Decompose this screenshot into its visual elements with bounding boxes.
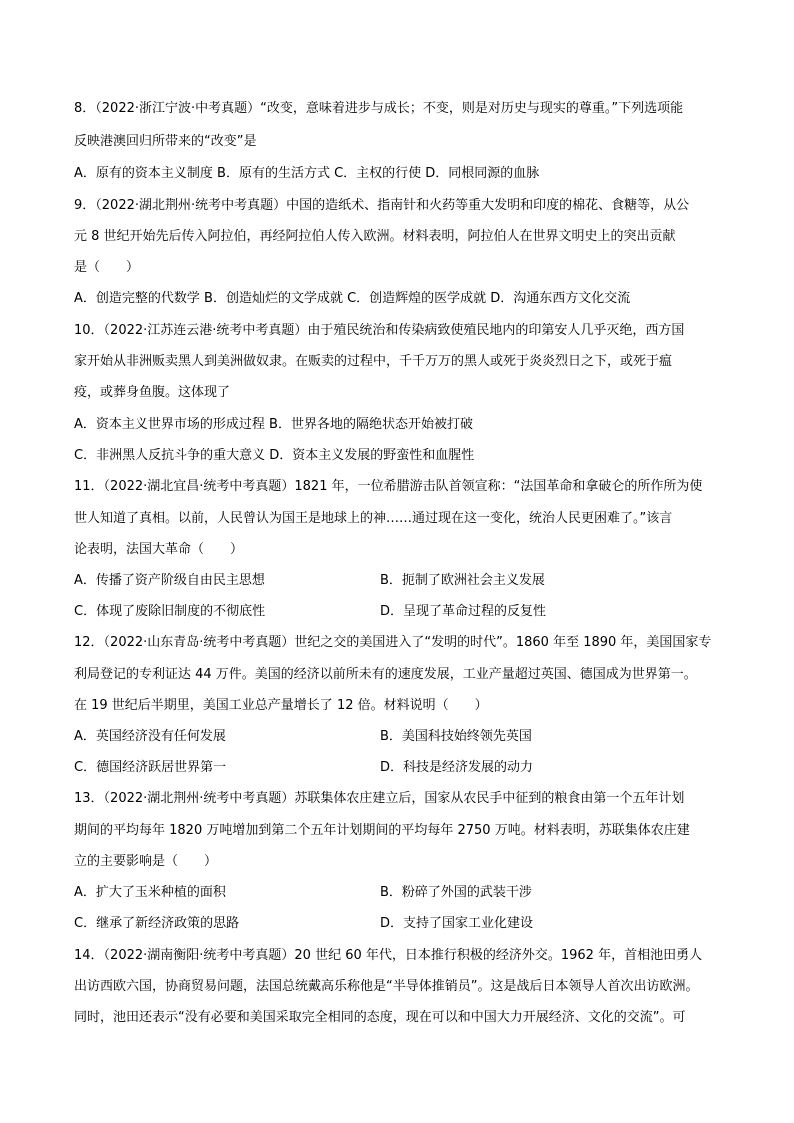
q11-stem-line-3: 论表明，法国大革命（ ） [74, 542, 244, 557]
q12-stem-line-1: 12．（2022·山东青岛·统考中考真题）世纪之交的美国进入了“发明的时代”。1860 年至 1890 年，美国国家专 [74, 635, 712, 650]
q11-option-a: A．传播了资产阶级自由民主思想 [74, 573, 265, 588]
q11-option-c: C．体现了废除旧制度的不彻底性 [74, 604, 266, 619]
q11-option-d: D．呈现了革命过程的反复性 [380, 604, 547, 619]
q8-stem-line-1: 8．（2022·浙江宁波·中考真题）“改变，意味着进步与成长；不变，则是对历史与现实的尊重。”下列选项能 [74, 101, 684, 116]
q9-stem-line-2: 元 8 世纪开始先后传入阿拉伯，再经阿拉伯人传入欧洲。材料表明，阿拉伯人在世界文明史上的突出贡献 [74, 229, 676, 244]
q11-stem-line-2: 世人知道了真相。以前，人民曾认为国王是地球上的神……通过现在这一变化，统治人民更困难了。”该言 [74, 511, 673, 526]
q11-option-b: B．扼制了欧洲社会主义发展 [380, 573, 545, 588]
q9-options: A．创造完整的代数学 B．创造灿烂的文学成就 C．创造辉煌的医学成就 D．沟通东西方文化交流 [74, 291, 631, 306]
q9-stem-line-1: 9．（2022·湖北荆州·统考中考真题）中国的造纸术、指南针和火药等重大发明和印度的棉花、食糖等，从公 [74, 198, 690, 213]
q14-stem-line-1: 14．（2022·湖南衡阳·统考中考真题）20 世纪 60 年代，日本推行积极的经济外交。1962 年，首相池田勇人 [74, 948, 703, 963]
q13-option-c: C．继承了新经济政策的思路 [74, 916, 240, 931]
q8-stem-line-2: 反映港澳回归所带来的“改变”是 [74, 134, 257, 149]
q12-option-a: A．英国经济没有任何发展 [74, 729, 226, 744]
q12-stem-line-3: 在 19 世纪后半期里，美国工业总产量增长了 12 倍。材料说明（ ） [74, 698, 488, 713]
q13-option-a: A．扩大了玉米种植的面积 [74, 885, 226, 900]
q12-option-b: B．美国科技始终领先英国 [380, 729, 532, 744]
q11-stem-line-1: 11．（2022·湖北宜昌·统考中考真题）1821 年，一位希腊游击队首领宣称：“法国革命和拿破仑的所作所为使 [74, 479, 703, 494]
q10-stem-line-1: 10．（2022·江苏连云港·统考中考真题）由于殖民统治和传染病致使殖民地内的印第安人几乎灭绝，西方国 [74, 323, 685, 338]
q10-options-line-2: C．非洲黑人反抗斗争的重大意义 D．资本主义发展的野蛮性和血腥性 [74, 448, 475, 463]
q14-stem-line-2: 出访西欧六国，协商贸易问题，法国总统戴高乐称他是“半导体推销员”。这是战后日本领导人首次出访欧洲。 [74, 979, 699, 994]
q10-options-line-1: A．资本主义世界市场的形成过程 B．世界各地的隔绝状态开始被打破 [74, 417, 473, 432]
q13-stem-line-3: 立的主要影响是（ ） [74, 854, 218, 869]
q10-stem-line-2: 家开始从非洲贩卖黑人到美洲做奴隶。在贩卖的过程中，千千万万的黑人或死于炎炎烈日之下，或死于瘟 [74, 354, 673, 369]
q13-stem-line-1: 13．（2022·湖北荆州·统考中考真题）苏联集体农庄建立后，国家从农民手中征到的粮食由第一个五年计划 [74, 791, 685, 806]
q13-stem-line-2: 期间的平均每年 1820 万吨增加到第二个五年计划期间的平均每年 2750 万吨。材料表明，苏联集体农庄建 [74, 823, 690, 838]
q13-option-b: B．粉碎了外国的武装干涉 [380, 885, 532, 900]
q9-stem-line-3: 是（ ） [74, 260, 140, 275]
q13-option-d: D．支持了国家工业化建设 [380, 916, 534, 931]
q12-option-c: C．德国经济跃居世界第一 [74, 760, 227, 775]
q10-stem-line-3: 疫，或葬身鱼腹。这体现了 [74, 385, 231, 400]
q12-stem-line-2: 利局登记的专利证达 44 万件。美国的经济以前所未有的速度发展，工业产量超过英国、德国成为世界第一。 [74, 667, 697, 682]
q14-stem-line-3: 同时，池田还表示“没有必要和美国采取完全相同的态度，现在可以和中国大力开展经济、文化的交流”。可 [74, 1010, 686, 1025]
q12-option-d: D．科技是经济发展的动力 [380, 760, 534, 775]
q8-options: A．原有的资本主义制度 B．原有的生活方式 C．主权的行使 D．同根同源的血脉 [74, 166, 540, 181]
